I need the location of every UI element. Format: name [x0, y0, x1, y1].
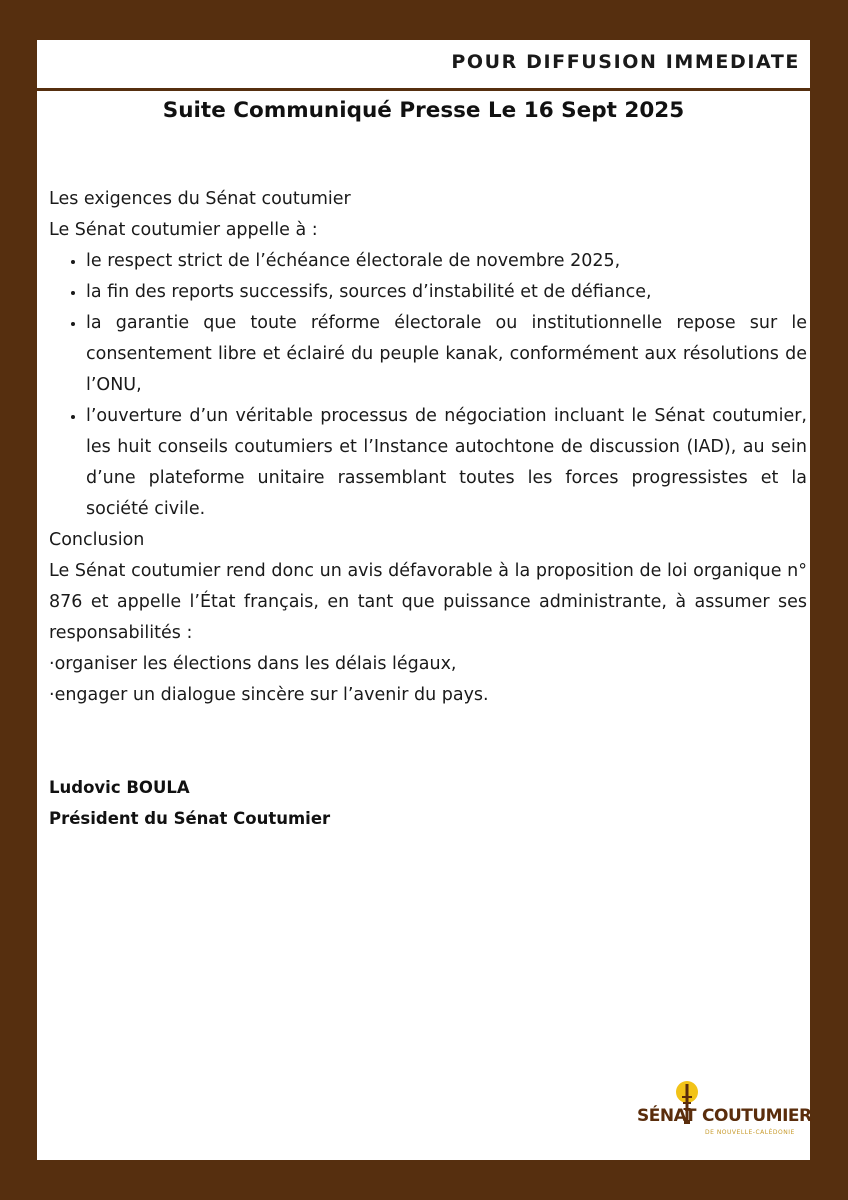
document-page: [37, 40, 810, 1160]
signatory-name: Ludovic BOULA: [49, 778, 190, 797]
action-item: ·organiser les élections dans les délais légaux,: [49, 654, 457, 674]
list-item: • l’ouverture d’un véritable processus de négociation incluant le Sénat coutumier, les huit conseils coutumiers et l’Instance autochtone de discussion (IAD), au sein d’une plateforme unitaire rassemblant toutes les forces progressistes et la société civile.: [86, 401, 807, 525]
list-item: • la fin des reports successifs, sources d’instabilité et de défiance,: [86, 277, 807, 308]
logo-subtitle: DE NOUVELLE-CALÉDONIE: [705, 1129, 795, 1136]
logo-text-right: COUTUMIER: [702, 1106, 812, 1126]
action-item: ·engager un dialogue sincère sur l’avenir du pays.: [49, 685, 489, 705]
senat-coutumier-logo: [637, 1080, 812, 1142]
page-title: Suite Communiqué Presse Le 16 Sept 2025: [162, 98, 685, 123]
demands-list: [49, 246, 807, 525]
press-release-body: [49, 184, 807, 711]
logo-text-left: SÉNAT: [637, 1106, 697, 1126]
release-label: POUR DIFFUSION IMMEDIATE: [451, 51, 800, 73]
list-item: • le respect strict de l’échéance électorale de novembre 2025,: [86, 246, 807, 277]
conclusion-paragraph: Le Sénat coutumier rend donc un avis défavorable à la proposition de loi organique n° 876 et appelle l’État français, en tant que puissance administrante, à assumer ses responsabilités :: [49, 561, 807, 643]
list-item: • la garantie que toute réforme électorale ou institutionnelle repose sur le consentement libre et éclairé du peuple kanak, conformément aux résolutions de l’ONU,: [86, 308, 807, 401]
intro-text: Le Sénat coutumier appelle à :: [49, 220, 318, 240]
logo-wordmark: [637, 1106, 812, 1126]
signatory-role: Président du Sénat Coutumier: [49, 809, 331, 828]
release-banner: [37, 40, 810, 91]
section-heading-conclusion: Conclusion: [49, 530, 145, 550]
section-heading-demands: Les exigences du Sénat coutumier: [49, 189, 351, 209]
signature-block: [49, 772, 330, 834]
